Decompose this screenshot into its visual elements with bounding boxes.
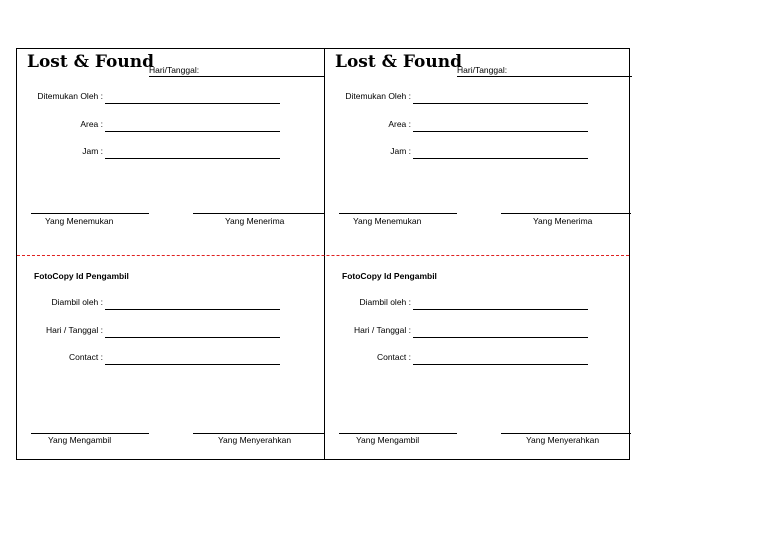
signature-line-giver — [193, 433, 324, 434]
date-line — [149, 76, 324, 77]
field-line — [413, 364, 588, 365]
field-contact[interactable] — [17, 352, 324, 366]
field-line — [105, 364, 280, 365]
field-diambil-oleh[interactable] — [325, 297, 632, 311]
field-ditemukan-oleh[interactable] — [325, 91, 632, 105]
section-title-id-copy: FotoCopy Id Pengambil — [342, 271, 437, 281]
field-line — [105, 103, 280, 104]
lost-found-sheet — [16, 48, 630, 460]
signature-line-giver — [501, 433, 631, 434]
signature-receiver-label: Yang Menerima — [225, 216, 285, 226]
date-label: Hari/Tanggal: — [457, 65, 508, 75]
signature-finder-label: Yang Menemukan — [45, 216, 114, 226]
field-label: Diambil oleh : — [51, 297, 103, 307]
field-label: Contact : — [376, 352, 411, 362]
field-hari-tanggal[interactable] — [17, 325, 324, 339]
signature-line-taker — [31, 433, 149, 434]
field-label: Ditemukan Oleh : — [37, 91, 103, 101]
signature-giver-label: Yang Menyerahkan — [218, 435, 292, 445]
field-area[interactable] — [325, 119, 632, 133]
field-label: Contact : — [68, 352, 103, 362]
date-line — [457, 76, 632, 77]
signature-line-finder — [339, 213, 457, 214]
field-jam[interactable] — [17, 146, 324, 160]
field-label: Hari / Tanggal : — [353, 325, 411, 335]
field-line — [413, 309, 588, 310]
field-label: Area : — [388, 119, 411, 129]
field-diambil-oleh[interactable] — [17, 297, 324, 311]
form-panel-right — [325, 49, 632, 459]
signature-line-finder — [31, 213, 149, 214]
signature-line-receiver — [193, 213, 324, 214]
form-panel-left — [17, 49, 324, 459]
signature-line-receiver — [501, 213, 631, 214]
field-label: Diambil oleh : — [359, 297, 411, 307]
signature-finder-label: Yang Menemukan — [353, 216, 422, 226]
form-title: Lost & Found — [335, 52, 462, 72]
field-hari-tanggal[interactable] — [325, 325, 632, 339]
field-label: Jam : — [82, 146, 103, 156]
field-jam[interactable] — [325, 146, 632, 160]
field-area[interactable] — [17, 119, 324, 133]
field-line — [413, 103, 588, 104]
signature-receiver-label: Yang Menerima — [533, 216, 593, 226]
form-title: Lost & Found — [27, 52, 154, 72]
date-label: Hari/Tanggal: — [149, 65, 200, 75]
field-line — [413, 158, 588, 159]
field-line — [413, 131, 588, 132]
field-label: Area : — [80, 119, 103, 129]
field-label: Jam : — [390, 146, 411, 156]
signature-line-taker — [339, 433, 457, 434]
signature-taker-label: Yang Mengambil — [48, 435, 112, 445]
field-line — [105, 131, 280, 132]
field-contact[interactable] — [325, 352, 632, 366]
field-ditemukan-oleh[interactable] — [17, 91, 324, 105]
field-line — [105, 337, 280, 338]
signature-giver-label: Yang Menyerahkan — [526, 435, 600, 445]
field-label: Hari / Tanggal : — [45, 325, 103, 335]
field-line — [105, 158, 280, 159]
section-title-id-copy: FotoCopy Id Pengambil — [34, 271, 129, 281]
field-line — [413, 337, 588, 338]
field-line — [105, 309, 280, 310]
field-label: Ditemukan Oleh : — [345, 91, 411, 101]
signature-taker-label: Yang Mengambil — [356, 435, 420, 445]
